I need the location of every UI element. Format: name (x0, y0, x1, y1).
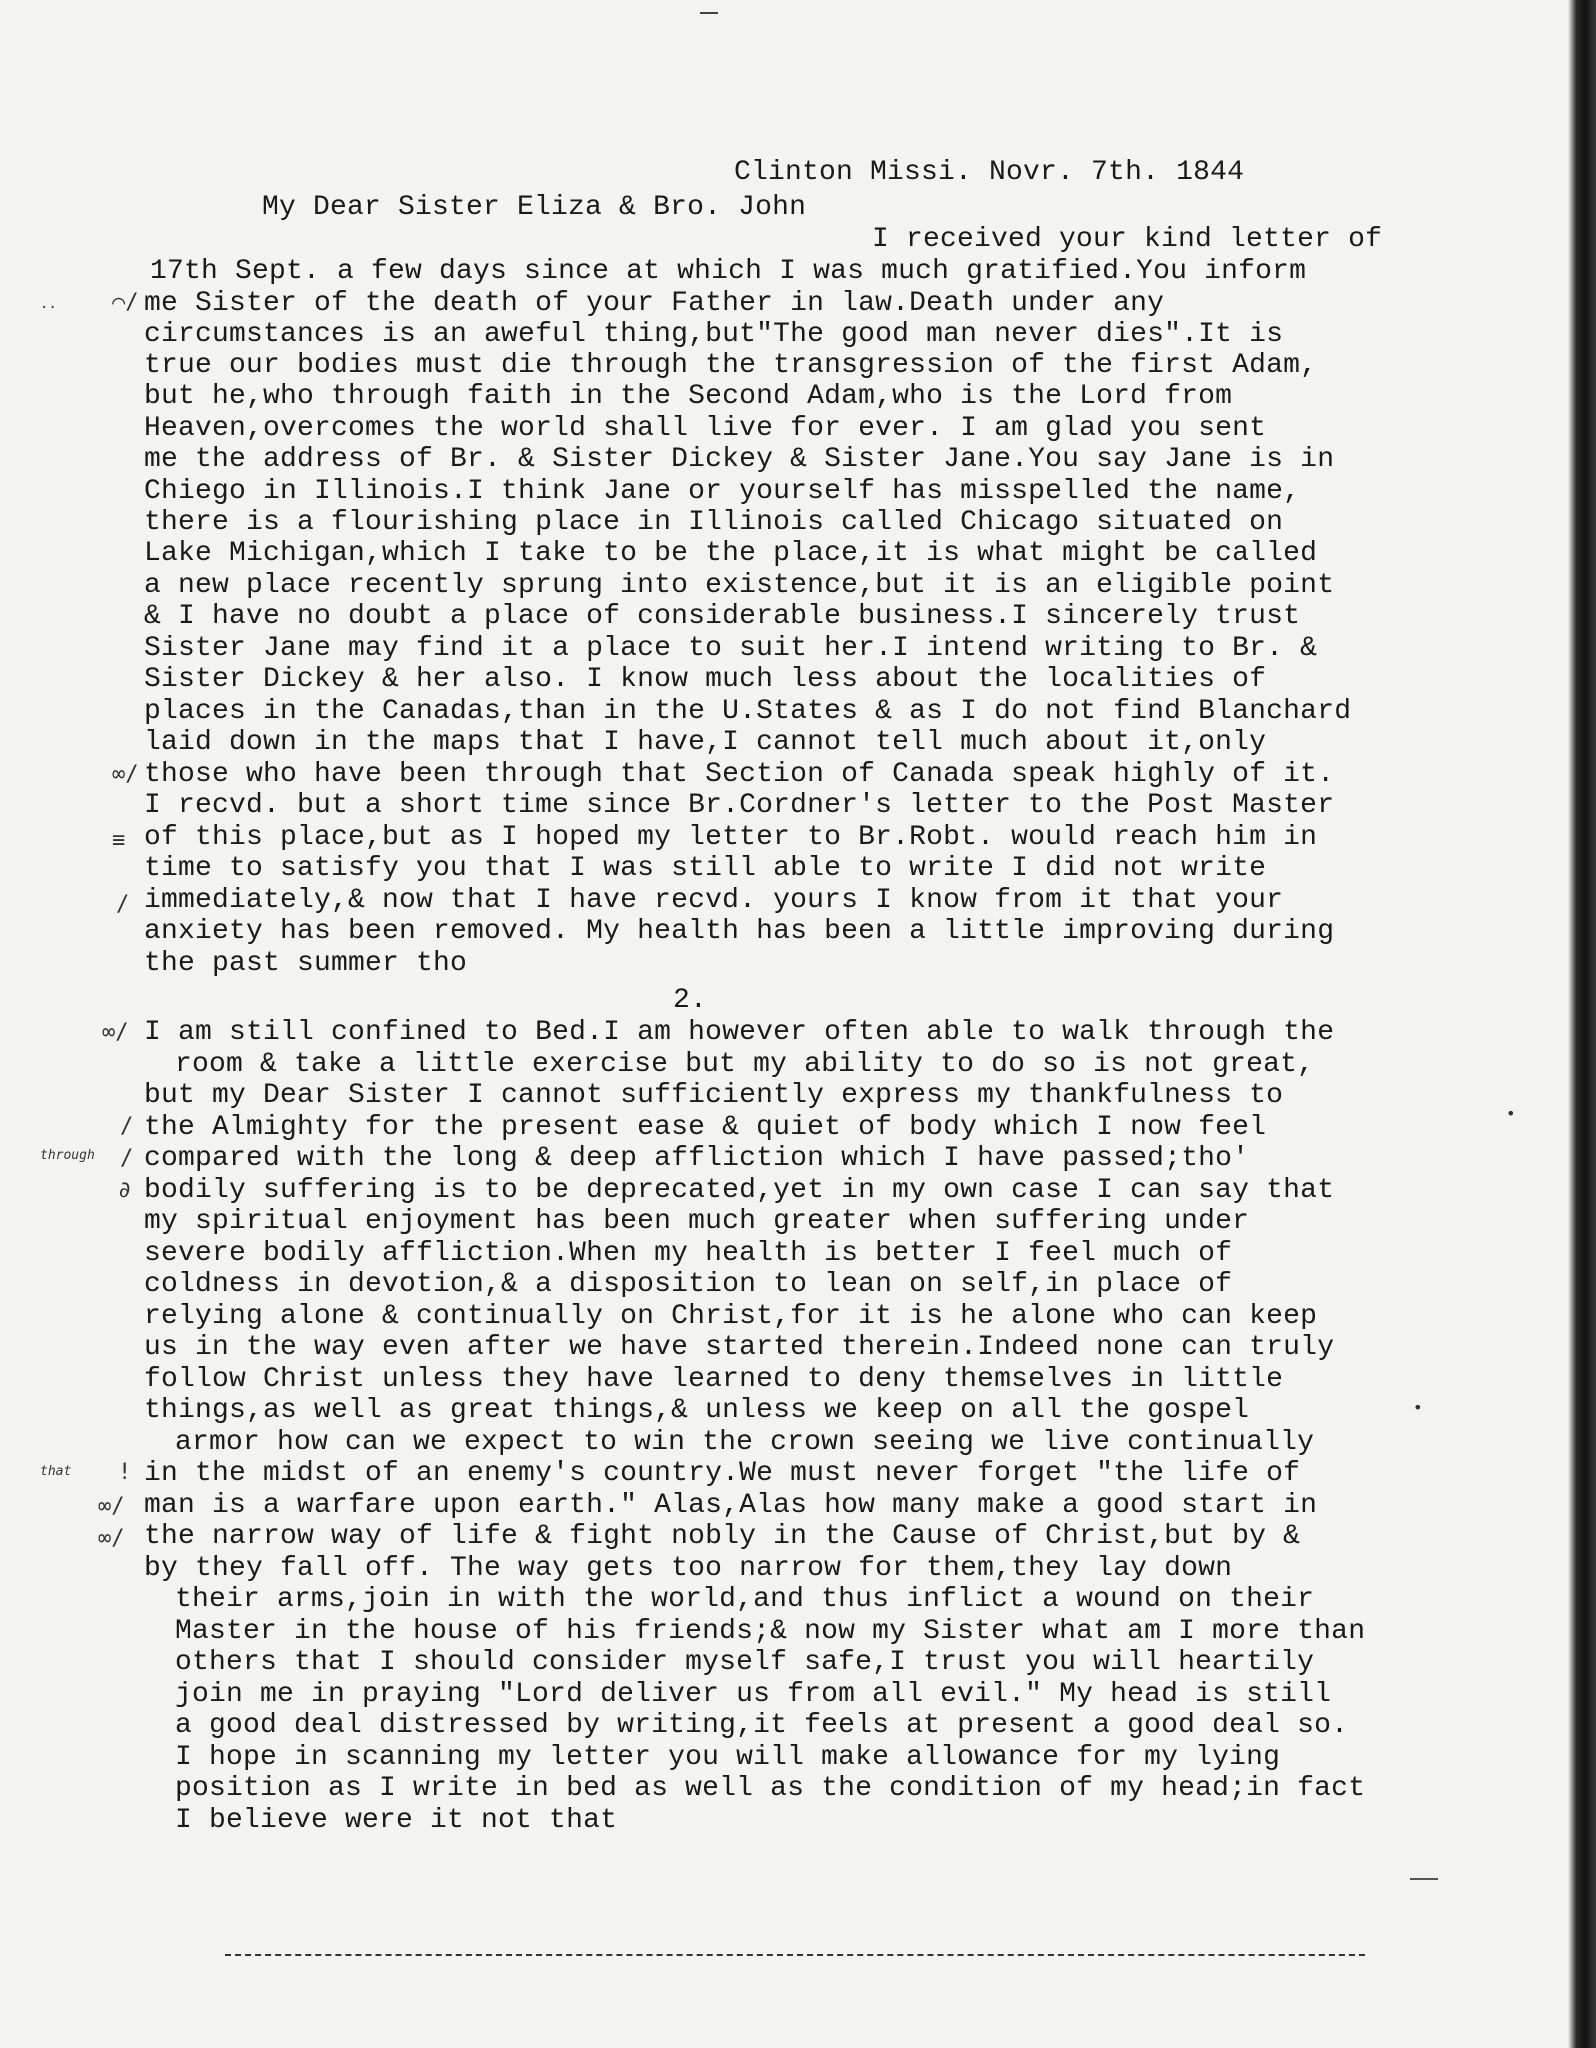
body-line: compared with the long & deep affliction which I have passed;tho' (144, 1143, 1250, 1174)
margin-proof-mark: ∞/ (98, 1526, 125, 1551)
body-line: immediately,& now that I have recvd. yours I know from it that your (144, 885, 1284, 916)
margin-proof-mark: ≡ (112, 828, 126, 853)
body-line: Heaven,overcomes the world shall live for ever. I am glad you sent (144, 413, 1267, 444)
body-line: relying alone & continually on Christ,for it is he alone who can keep (144, 1301, 1318, 1332)
body-line: Sister Dickey & her also. I know much less about the localities of (144, 664, 1267, 695)
body-line: places in the Canadas,than in the U.States & as I do not find Blanchard (144, 696, 1352, 727)
margin-proof-mark: ∂ (118, 1178, 132, 1203)
body-line: severe bodily affliction.When my health is better I feel much of (144, 1238, 1233, 1269)
body-line: bodily suffering is to be deprecated,yet in my own case I can say that (144, 1175, 1335, 1206)
body-line: anxiety has been removed. My health has been a little improving during (144, 916, 1335, 947)
margin-proof-mark: ∞/ (102, 1020, 129, 1045)
body-line: a good deal distressed by writing,it feels at present a good deal so. (175, 1710, 1349, 1741)
body-line: I am still confined to Bed.I am however often able to walk through the (144, 1017, 1335, 1048)
body-line: me Sister of the death of your Father in law.Death under any (144, 288, 1165, 319)
body-line: armor how can we expect to win the crown seeing we live continually (175, 1427, 1315, 1458)
body-line: laid down in the maps that I have,I cannot tell much about it,only (144, 727, 1267, 758)
body-line: Chiego in Illinois.I think Jane or yourself has misspelled the name, (144, 476, 1301, 507)
body-line: but he,who through faith in the Second Adam,who is the Lord from (144, 381, 1233, 412)
margin-proof-mark: • (1506, 1104, 1516, 1123)
margin-proof-mark: ∞/ (98, 1494, 125, 1519)
margin-proof-mark: ! (118, 1460, 132, 1485)
body-line: others that I should consider myself safe,I trust you will heartily (175, 1647, 1315, 1678)
body-line: their arms,join in with the world,and thus inflict a wound on their (175, 1584, 1315, 1615)
body-line: 17th Sept. a few days since at which I was much gratified.You inform (150, 256, 1307, 287)
margin-proof-mark: through (40, 1148, 95, 1163)
scan-speck (700, 12, 718, 14)
body-line: me the address of Br. & Sister Dickey & Sister Jane.You say Jane is in (144, 444, 1335, 475)
body-line: position as I write in bed as well as the condition of my head;in fact (175, 1773, 1366, 1804)
page-number: 2. (673, 985, 708, 1016)
bottom-dashed-rule (225, 1954, 1365, 1956)
body-line: room & take a little exercise but my ability to do so is not great, (175, 1049, 1315, 1080)
body-line: Lake Michigan,which I take to be the place,it is what might be called (144, 538, 1318, 569)
body-line: & I have no doubt a place of considerable business.I sincerely trust (144, 601, 1301, 632)
body-line: the narrow way of life & fight nobly in the Cause of Christ,but by & (144, 1521, 1301, 1552)
body-line: I received your kind letter of (872, 224, 1383, 255)
body-line: there is a flourishing place in Illinois called Chicago situated on (144, 507, 1284, 538)
body-line: I recvd. but a short time since Br.Cordner's letter to the Post Master (144, 790, 1335, 821)
body-line: a new place recently sprung into existence,but it is an eligible point (144, 570, 1335, 601)
salutation: My Dear Sister Eliza & Bro. John (262, 192, 807, 223)
body-line: coldness in devotion,& a disposition to lean on self,in place of (144, 1269, 1233, 1300)
body-line: in the midst of an enemy's country.We must never forget "the life of (144, 1458, 1301, 1489)
margin-proof-mark: / (120, 1146, 134, 1171)
body-line: the Almighty for the present ease & quiet of body which I now feel (144, 1112, 1267, 1143)
body-line: Master in the house of his friends;& now my Sister what am I more than (175, 1616, 1366, 1647)
body-line: circumstances is an aweful thing,but"The good man never dies".It is (144, 319, 1284, 350)
body-line: but my Dear Sister I cannot sufficiently express my thankfulness to (144, 1080, 1284, 1111)
body-line: follow Christ unless they have learned to deny themselves in little (144, 1364, 1284, 1395)
body-line: Sister Jane may find it a place to suit her.I intend writing to Br. & (144, 633, 1318, 664)
body-line: join me in praying "Lord deliver us from all evil." My head is still (175, 1679, 1332, 1710)
body-line: by they fall off. The way gets too narrow for them,they lay down (144, 1553, 1233, 1584)
margin-proof-mark: • (1413, 1398, 1423, 1417)
body-line: time to satisfy you that I was still able to write I did not write (144, 853, 1267, 884)
margin-proof-mark: / (116, 892, 130, 917)
body-line: those who have been through that Section of Canada speak highly of it. (144, 759, 1335, 790)
body-line: I believe were it not that (175, 1805, 618, 1836)
body-line: my spiritual enjoyment has been much greater when suffering under (144, 1206, 1250, 1237)
dateline: Clinton Missi. Novr. 7th. 1844 (734, 157, 1245, 188)
body-line: us in the way even after we have started therein.Indeed none can truly (144, 1332, 1335, 1363)
margin-proof-mark: / (120, 1114, 134, 1139)
body-line: man is a warfare upon earth." Alas,Alas how many make a good start in (144, 1490, 1318, 1521)
body-line: true our bodies must die through the transgression of the first Adam, (144, 350, 1318, 381)
margin-proof-mark: ∞/ (112, 762, 139, 787)
margin-proof-mark: ·· (40, 300, 57, 316)
body-line: of this place,but as I hoped my letter to Br.Robt. would reach him in (144, 822, 1318, 853)
margin-proof-mark: that (40, 1464, 72, 1479)
margin-proof-mark: ⌒/ (112, 290, 139, 315)
scanned-page-edge (1568, 0, 1596, 2048)
body-line: things,as well as great things,& unless we keep on all the gospel (144, 1395, 1250, 1426)
body-line: I hope in scanning my letter you will make allowance for my lying (175, 1742, 1281, 1773)
scan-speck (1410, 1878, 1438, 1880)
body-line: the past summer tho (144, 948, 468, 979)
